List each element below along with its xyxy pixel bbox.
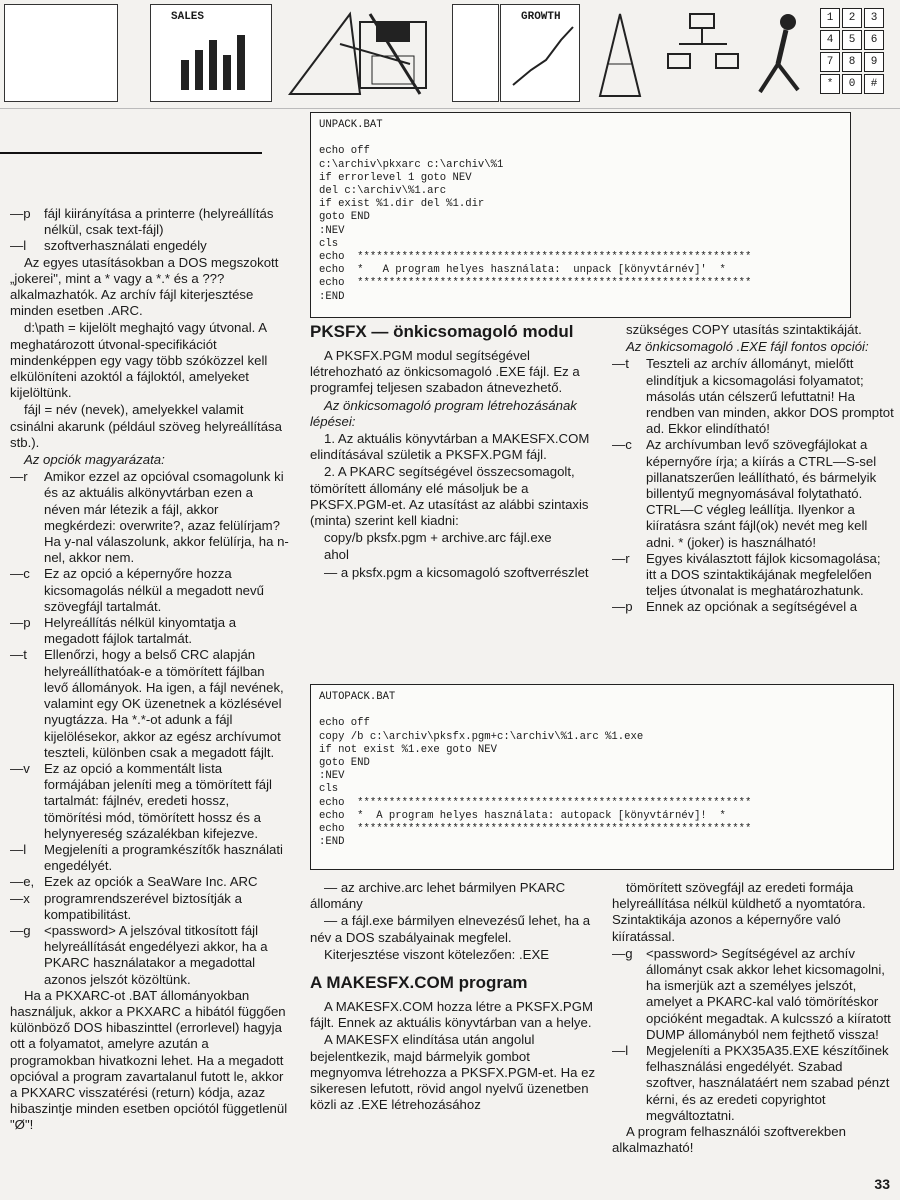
option-key: —t [10, 647, 27, 663]
bar-icon-illustration [452, 4, 499, 102]
italic-subheading: Az önkicsomagoló program létrehozásának lépései: [310, 397, 577, 429]
option-key: —r [612, 550, 630, 566]
org-chart-illustration [660, 4, 745, 100]
option-description: Egyes kiválasztott fájlok kicsomagolása; itt a DOS szintaktikájának megfelelően teljes útvonalat is meghatározhatunk. [646, 550, 881, 599]
paragraph: copy/b pksfx.pgm + archive.arc fájl.exe [324, 530, 552, 546]
paragraph: 1. Az aktuális könyvtárban a MAKESFX.COM elindításával születik a PKSFX.PGM fájl. [310, 431, 590, 463]
option-key: —l [612, 1043, 629, 1059]
section-rule [0, 152, 262, 154]
keypad-key: 2 [842, 8, 862, 28]
sales-label: SALES [171, 11, 205, 23]
option-item [10, 566, 290, 615]
growth-label: GROWTH [521, 11, 561, 23]
page-number: 33 [874, 1176, 890, 1192]
option-description: Helyreállítás nélkül kinyomtatja a megadott fájlok tartalmát. [44, 615, 237, 647]
option-key: —p [10, 206, 31, 221]
option-description: Ellenőrzi, hogy a belső CRC alapján helyreállíthatóak-e a tömörített fájlban levő állományok. Ha igen, a fájl nevének, valamint egy OK üzenetnek a közlésével nyugtázza. Ha *.*-ot adunk a fájl kijelölésekor, akkor az egész archívumot teszteli, különben csak a megadott fájlt. [44, 647, 284, 760]
keypad-key: 5 [842, 30, 862, 50]
option-key: —v [10, 760, 30, 776]
option-item [10, 761, 290, 842]
paragraph: tömörített szövegfájl az eredeti formája helyreállítása nélkül küldhető a nyomtatóra. Szintaktikája azonos a képernyőre való kiíratással. [612, 880, 866, 944]
header-illustration [0, 0, 900, 109]
option-description: Ennek az opciónak a segítségével a [646, 599, 858, 615]
paragraph: — az archive.arc lehet bármilyen PKARC állomány [310, 880, 566, 912]
keypad-key: 7 [820, 52, 840, 72]
keypad-key: 0 [842, 74, 862, 94]
paragraph: A PKSFX.PGM modul segítségével létrehozható az önkicsomagoló .EXE fájl. Ez a programfej teljesen szabadon átnevezhető. [310, 348, 580, 396]
column-right-bottom [612, 880, 894, 1157]
option-key: —e, —x [10, 874, 35, 906]
makesfx-heading: A MAKESFX.COM program [310, 973, 528, 993]
option-key: —r [10, 469, 28, 485]
paragraph: ahol [324, 547, 349, 563]
option-item [10, 842, 290, 874]
option-item [612, 599, 894, 615]
document-illustration [4, 4, 118, 102]
keypad-key: 3 [864, 8, 884, 28]
option-item [10, 615, 290, 647]
option-item [612, 356, 894, 437]
italic-subheading: Az önkicsomagoló .EXE fájl fontos opciói: [626, 339, 869, 355]
keypad-key: # [864, 74, 884, 94]
option-item [612, 551, 894, 600]
paragraph: Az egyes utasításokban a DOS megszokott „jokerei", mint a * vagy a *.* és a ??? alkalmazhatók. Az archív fájl kiterjesztése minden esetben .ARC. [10, 254, 279, 319]
keypad-key: 9 [864, 52, 884, 72]
option-item [10, 469, 290, 566]
option-item [10, 647, 290, 760]
option-key: —p [10, 615, 31, 631]
option-key: —l [10, 238, 27, 254]
growth-chart-illustration [500, 4, 580, 102]
option-description: Ezek az opciók a SeaWare Inc. ARC programrendszerével biztosítják a kompatibilitást. [44, 874, 258, 922]
running-man-illustration [748, 4, 816, 100]
option-description: Teszteli az archív állományt, mielőtt elindítjuk a kicsomagolási folyamatot; másolás után célszerű lefuttatni! Ha rendben van minden, akkor DOS promptot ad. Ekkor elindítható! [646, 356, 894, 437]
option-key: —t [612, 356, 629, 372]
keypad-key: 4 [820, 30, 840, 50]
paragraph: szükséges COPY utasítás szintaktikáját. [626, 322, 862, 337]
column-left [10, 206, 290, 1135]
option-key: —c [612, 437, 632, 453]
disk-illustration [350, 4, 440, 100]
option-item [10, 874, 290, 923]
keypad-key: 1 [820, 8, 840, 28]
option-key: —c [10, 566, 30, 582]
option-description: <password> A jelszóval titkosított fájl helyreállítását engedélyezi akkor, ha a PKARC használatakor a megadottal azonos jelszót közöltünk. [44, 922, 268, 987]
option-description: Megjeleníti a PKX35A35.EXE készítőinek felhasználási engedélyét. Szabad szoftver, használatáért nem szabad pénzt kérni, és az eredeti copyrightot megváltoztatni. [646, 1043, 890, 1123]
italic-subheading: Az opciók magyarázata: [24, 452, 165, 468]
option-description: Megjeleníti a programkészítők használati engedélyét. [44, 841, 283, 874]
autopack-bat-listing: AUTOPACK.BAT echo off copy /b c:\archiv\pksfx.pgm+c:\archiv\%1.arc %1.exe if not exist %1.exe goto NEV goto END :NEV cls echo ************************************************************** echo * A program helyes használata: autopack [könyvtárnév]! * echo ************************************************************** :END [310, 684, 894, 870]
paragraph: d:\path = kijelölt meghajtó vagy útvonal. A meghatározott útvonal-specifikációt mindenképpen egy vagy több szóközzel kell elkülöníteni azoktól a fájloktól, amelyeket kijelöltünk. [10, 320, 268, 401]
option-description: Ez az opció a képernyőre hozza kicsomagolás nélkül a megadott nevű szövegfájl tartalmát. [44, 566, 264, 614]
paragraph: fájl = név (nevek), amelyekkel valamit csinálni akarunk (például szöveg helyreállítása stb.). [10, 402, 282, 450]
option-description: Ez az opció a kommentált lista formájában jeleníti meg a tömörített fájl tartalmát: fájlnév, eredeti hossz, tömörítési mód, tömörített hossz és a helynyereség százalékban kifejezve. [44, 760, 272, 841]
option-key: —g [10, 922, 31, 938]
option-key: —l [10, 841, 27, 857]
unpack-bat-listing: UNPACK.BAT echo off c:\archiv\pkxarc c:\archiv\%1 if errorlevel 1 goto NEV del c:\archiv\%1.arc if exist %1.dir del %1.dir goto END :NEV cls echo ************************************************************** echo * A program helyes használata: unpack [könyvtárnév]' * echo ************************************************************** :END [310, 112, 851, 318]
option-item [10, 238, 290, 254]
keypad-key: 8 [842, 52, 862, 72]
option-item [612, 946, 894, 1043]
keypad-key: 6 [864, 30, 884, 50]
paragraph: — a fájl.exe bármilyen elnevezésű lehet, ha a név a DOS szabályainak megfelel. [310, 913, 591, 945]
option-description: Az archívumban levő szövegfájlokat a képernyőre írja; a kiírás a CTRL—S-sel pillanatszerűen leállítható, és bármelyik billentyű megnyomásával folytatható. CTRL—C végleg leállítja. Ilyenkor a kiíratásra szánt fájl(ok) nevét meg kell adni. * (joker) is használható! [646, 437, 877, 550]
paragraph: — a pksfx.pgm a kicsomagoló szoftverrészlet [324, 564, 589, 580]
keypad-key: * [820, 74, 840, 94]
tower-illustration [590, 4, 650, 100]
sales-chart-illustration [150, 4, 272, 102]
column-right [612, 322, 894, 616]
option-item [10, 206, 290, 238]
paragraph: A MAKESFX elindítása után angolul bejelentkezik, majd bármelyik gombot megnyomva létrehozza a PKSFX.PGM-et. Ha ez sikeresen lefutott, rövid angol nyelvű üzenetben közli az .EXE létrehozásához [310, 1032, 596, 1113]
paragraph: A MAKESFX.COM hozza létre a PKSFX.PGM fájlt. Ennek az aktuális könyvtárban van a helye. [310, 999, 593, 1031]
paragraph: 2. A PKARC segítségével összecsomagolt, tömörített állomány elé másoljuk be a PKSFX.PGM-et. Az utasítást az alábbi szintaxis (minta) szerint kell kiadni: [310, 464, 589, 529]
option-key: —p [612, 599, 633, 615]
option-item [612, 437, 894, 550]
column-middle [310, 322, 602, 582]
option-description: Amikor ezzel az opcióval csomagolunk ki és az aktuális alkönyvtárban ezen a néven már létezik a fájl, akkor megkérdezi: overwrite?, azaz felülírjam? Ha y-nal válaszolunk, akkor felülírja, ha n-nel, akkor nem. [44, 469, 289, 566]
column-middle-bottom [310, 880, 602, 1114]
option-item [10, 923, 290, 988]
option-description: szoftverhasználati engedély [44, 238, 207, 254]
paragraph: A program felhasználói szoftverekben alkalmazható! [612, 1124, 846, 1156]
option-key: —g [612, 945, 633, 961]
option-description: <password> Segítségével az archív állományt csak akkor lehet kicsomagolni, ha ismerjük azt a személyes jelszót, amelyet a PKARC-kal való tömörítéskor opcióként megadtak. A kulcsszó a kiíratott DUMP állományból nem fejthető vissza! [646, 945, 891, 1042]
option-description: fájl kiirányítása a printerre (helyreállítás nélkül, csak text-fájl) [44, 206, 274, 238]
pksfx-heading: PKSFX — önkicsomagoló modul [310, 322, 574, 341]
option-item [612, 1043, 894, 1124]
paragraph: Kiterjesztése viszont kötelezően: .EXE [324, 946, 550, 962]
paragraph: Ha a PKXARC-ot .BAT állományokban használjuk, akkor a PKXARC a hibától függően különböző DOS hibaszinttel (errorlevel) hagyja ott a folyamatot, amelyre azután a programokban hivatkozni lehet. Ha a megadott opcióval a program zavartalanul futott le, akkor a PKXARC visszatérési (return) kódja, azaz hibaszintje minden esetben opciótól függetlenül "Ø"! [10, 987, 288, 1133]
